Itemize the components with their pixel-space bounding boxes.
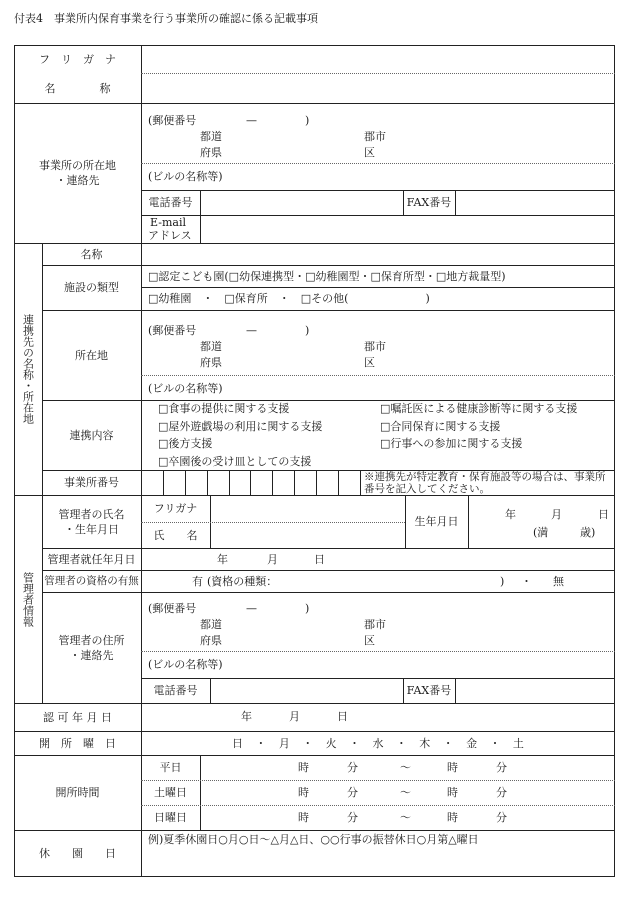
office-postal-dash: —: [246, 114, 257, 127]
manager-birth-label-right-divider: [468, 495, 469, 548]
office-city-top: 郡市: [364, 130, 386, 143]
weekday-separator: ・: [395, 737, 407, 750]
partner-facility-type-option-line2: □幼稚園 ・ □保育所 ・ □その他( ): [148, 292, 430, 305]
holidays-example: 例)夏季休園日○月○日～△月△日、○○行事の振替休日○月第△曜日: [148, 833, 479, 846]
manager-address-label: [42, 592, 141, 703]
manager-name-birth-label-line2: ・生年月日: [64, 522, 119, 536]
appointed-year-unit: 年: [217, 553, 228, 566]
office-number-box-divider: [185, 470, 186, 495]
office-fax-label-right-divider: [455, 190, 456, 215]
manager-prefecture-bottom: 府県: [200, 634, 222, 647]
manager-city-top: 郡市: [364, 618, 386, 631]
office-email-label-line2: アドレス: [148, 229, 192, 242]
weekday-separator: ・: [442, 737, 454, 750]
partner-facility-type-option-line1: □認定こども園(□幼保連携型・□幼稚園型・□保育所型・□地方裁量型): [148, 270, 506, 283]
manager-tel-label-divider: [210, 678, 211, 703]
hours-row-label-saturday: 土曜日: [154, 786, 187, 799]
office-email-label-line1: E-mail: [150, 216, 186, 229]
manager-section-label: [14, 495, 42, 703]
hours-start-minute-unit: 分: [347, 786, 358, 799]
hours-end-hour-unit: 時: [447, 786, 458, 799]
manager-fax-label-right-divider: [455, 678, 456, 703]
partner-support-options: [158, 402, 613, 468]
dotted-rule: [141, 73, 615, 74]
office-number-box-divider: [250, 470, 251, 495]
partner-section-label: [14, 243, 42, 495]
office-postal-open: (郵便番号: [148, 114, 197, 127]
manager-name-birth-label-line1: 管理者の氏名: [58, 507, 125, 521]
hours-range-mark: ～: [400, 786, 411, 799]
manager-building-label: (ビルの名称等): [148, 658, 223, 671]
office-number-box-divider: [316, 470, 317, 495]
manager-prefecture-top: 都道: [200, 618, 222, 631]
office-address-label-line1: 事業所の所在地: [39, 159, 116, 172]
partner-office-number-label: 事業所番号: [64, 476, 119, 489]
manager-appointed-label: 管理者就任年月日: [47, 552, 136, 566]
support-option: □行事への参加に関する支援: [380, 437, 523, 450]
hours-end-hour-unit: 時: [447, 811, 458, 824]
hours-row-label-weekday: 平日: [159, 761, 182, 774]
row-divider: [141, 190, 615, 191]
birth-month-unit: 月: [551, 508, 562, 521]
weekday: 木: [419, 737, 431, 750]
office-number-box-divider: [338, 470, 339, 495]
hours-start-hour-unit: 時: [298, 811, 309, 824]
hours-end-minute-unit: 分: [496, 786, 507, 799]
partner-city-bottom: 区: [364, 356, 375, 369]
partner-office-number-note: ※連携先が特定教育・保育施設等の場合は、事業所番号を記入してください。: [364, 471, 606, 495]
hours-end-minute-unit: 分: [496, 761, 507, 774]
office-prefecture-bottom: 府県: [200, 146, 222, 159]
hours-start-hour-unit: 時: [298, 786, 309, 799]
birth-day-unit: 日: [598, 508, 609, 521]
partner-address-label: 所在地: [75, 348, 108, 362]
office-number-box-divider: [272, 470, 273, 495]
manager-tel-label: 電話番号: [153, 684, 198, 697]
weekday-separator: ・: [349, 737, 361, 750]
manager-name-label: 氏 名: [153, 528, 198, 542]
partner-building-label: (ビルの名称等): [148, 382, 223, 395]
weekday: 火: [325, 737, 337, 750]
row-divider: [141, 678, 615, 679]
office-number-box-divider: [163, 470, 164, 495]
weekday-separator: ・: [489, 737, 501, 750]
approval-date-label: 認 可 年 月 日: [43, 710, 112, 724]
approval-month-unit: 月: [289, 710, 300, 723]
manager-postal-close: ): [305, 602, 310, 615]
manager-name-birth-label: [42, 495, 141, 548]
partner-prefecture-top: 都道: [200, 340, 222, 353]
row-divider: [141, 215, 615, 216]
office-number-box-divider: [229, 470, 230, 495]
qualification-separator: ・: [521, 575, 532, 588]
dotted-rule: [141, 163, 615, 164]
partner-postal-dash: —: [246, 324, 257, 337]
partner-city-top: 郡市: [364, 340, 386, 353]
dotted-rule: [141, 651, 615, 652]
office-address-label: [14, 103, 141, 243]
open-days-list: [232, 737, 524, 750]
support-option: □合同保育に関する支援: [380, 419, 501, 433]
manager-fax-label: FAX番号: [406, 684, 452, 697]
support-option: □屋外遊戯場の利用に関する支援: [158, 419, 323, 433]
qualification-no: 無: [553, 575, 564, 588]
support-option: □後方支援: [158, 437, 213, 450]
age-close: 歳): [580, 526, 596, 539]
qualification-kind-open: (資格の種類：: [207, 575, 278, 588]
hours-end-minute-unit: 分: [496, 811, 507, 824]
hours-start-minute-unit: 分: [347, 761, 358, 774]
hours-start-hour-unit: 時: [298, 761, 309, 774]
hours-range-mark: ～: [400, 811, 411, 824]
dotted-rule: [141, 805, 615, 806]
partner-facility-type-label: 施設の類型: [64, 281, 119, 294]
open-hours-label: 開所時間: [55, 786, 100, 799]
office-fax-label: FAX番号: [406, 196, 452, 209]
hours-label-divider: [200, 755, 201, 830]
holidays-label: 休 園 日: [39, 847, 116, 860]
qualification-yes: 有: [192, 575, 203, 588]
partner-prefecture-bottom: 府県: [200, 356, 222, 369]
partner-postal-open: (郵便番号: [148, 324, 197, 337]
qualification-kind-close: ): [500, 575, 505, 588]
manager-section-label-text: 管理者情報: [21, 571, 35, 627]
weekday: 水: [372, 737, 384, 750]
office-building-label: (ビルの名称等): [148, 170, 223, 183]
office-city-bottom: 区: [364, 146, 375, 159]
open-days-label: 開 所 曜 日: [39, 736, 116, 750]
label-column-divider: [141, 45, 142, 877]
manager-qualification-label: 管理者の資格の有無: [44, 574, 139, 587]
manager-address-label-line1: 管理者の住所: [58, 633, 125, 647]
hours-range-mark: ～: [400, 761, 411, 774]
partner-section-label-text: 連携先の名称・所在地: [21, 314, 35, 424]
office-furigana-label: フ リ ガ ナ: [39, 52, 116, 66]
office-number-box-divider: [207, 470, 208, 495]
support-option: □嘱託医による健康診断等に関する支援: [380, 402, 578, 415]
office-number-note-divider: [360, 470, 361, 495]
partner-name-label: 名称: [80, 247, 103, 261]
approval-day-unit: 日: [337, 710, 348, 723]
weekday: 金: [466, 737, 478, 750]
manager-address-label-line2: ・連絡先: [69, 648, 114, 662]
office-name-label: 名 称: [44, 81, 111, 95]
row-divider: [141, 287, 615, 288]
partner-postal-close: ): [305, 324, 310, 337]
office-contact-label-divider: [200, 190, 201, 243]
appointed-day-unit: 日: [314, 553, 325, 566]
hours-end-hour-unit: 時: [447, 761, 458, 774]
weekday: 月: [278, 737, 290, 750]
office-prefecture-top: 都道: [200, 130, 222, 143]
birth-year-unit: 年: [505, 508, 516, 521]
office-address-label-line2: ・連絡先: [55, 174, 100, 187]
manager-postal-open: (郵便番号: [148, 602, 197, 615]
dotted-rule: [141, 375, 615, 376]
dotted-rule: [141, 780, 615, 781]
manager-furigana-label: フリガナ: [153, 502, 198, 515]
approval-year-unit: 年: [241, 710, 252, 723]
support-option: □卒園後の受け皿としての支援: [158, 454, 312, 468]
weekday-separator: ・: [302, 737, 314, 750]
hours-start-minute-unit: 分: [347, 811, 358, 824]
office-number-box-divider: [294, 470, 295, 495]
partner-support-label: 連携内容: [69, 428, 114, 442]
age-open: (満: [533, 526, 549, 539]
weekday: 土: [512, 737, 524, 750]
manager-postal-dash: —: [246, 602, 257, 615]
office-postal-close: ): [305, 114, 310, 127]
form-title: 付表4 事業所内保育事業を行う事業所の確認に係る記載事項: [14, 12, 318, 25]
manager-city-bottom: 区: [364, 634, 375, 647]
office-tel-label: 電話番号: [148, 196, 193, 209]
hours-row-label-sunday: 日曜日: [154, 811, 187, 824]
appointed-month-unit: 月: [267, 553, 278, 566]
weekday-separator: ・: [255, 737, 267, 750]
weekday: 日: [232, 737, 243, 750]
support-option: □食事の提供に関する支援: [158, 402, 290, 415]
manager-birth-label: 生年月日: [414, 515, 459, 528]
